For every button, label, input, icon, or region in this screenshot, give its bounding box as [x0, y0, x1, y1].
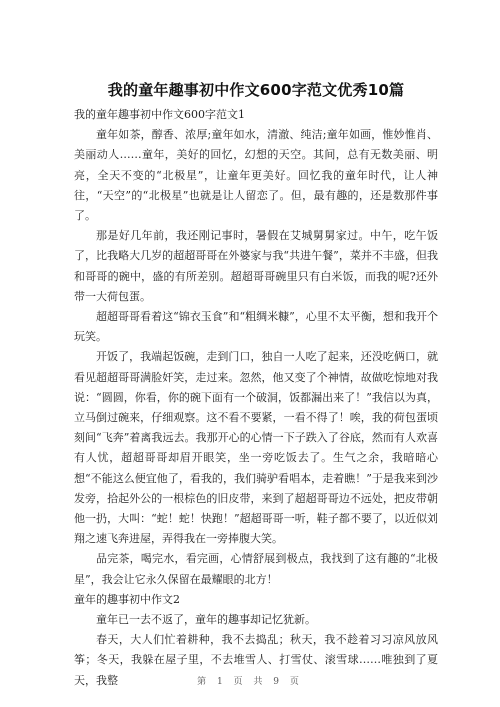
section-heading: 童年的趣事初中作文2: [74, 592, 180, 606]
body-paragraph: 开饭了，我端起饭碗，走到门口，独自一人吃了起来，还没吃俩口，就看见超超哥哥满脸奸笑，走过来。忽然，他又变了个神情，故做吃惊地对我说：“圆圆，你看，你的碗下面有一个破洞，饭都漏出来了！”我信以为真，立马倒过碗来，仔细观察。这不看不要紧，一看不得了！唉，我的荷包蛋顷刻间“飞奔”着离我远去。我那开心的心情一下子跌入了谷底，然而有人欢喜有人忧，超超哥哥却眉开眼笑，坐一旁吃饭去了。生气之余，我暗暗心想“不能这么便宜他了，看我的，我们骑驴看唱本，走着瞧！”于是我来到沙发旁，拾起外公的一根棕色的旧皮带，来到了超超哥哥边不远处，把皮带朝他一扔，大叫：“蛇！蛇！快跑！”超超哥哥一听，鞋子都不要了，以近似刘翔之速飞奔进屋，弄得我在一旁捧腹大笑。: [74, 350, 438, 546]
page-indicator: 第 1 页 共 9 页: [197, 677, 303, 687]
body-paragraph: 那是好几年前，我还刚记事时，暑假在艾城舅舅家过。中午，吃午饭了，比我略大几岁的超超哥哥在外婆家与我“共进午餐”，菜并不丰盛，但我和哥哥的碗中，盛的有所差别。超超哥哥碗里只有白米饭，而我的呢?还外带一大荷包蛋。: [74, 229, 438, 303]
document-body: [74, 105, 438, 691]
body-paragraph: 品完茶，喝完水，看完画，心情舒展到极点，我找到了这有趣的“北极星”，我会让它永久保留在最耀眼的北方！: [74, 552, 438, 586]
body-paragraph: 童年已一去不返了，童年的趣事却记忆犹新。: [96, 613, 316, 627]
document-title: 我的童年趣事初中作文600字范文优秀10篇: [107, 81, 405, 99]
body-paragraph: 春天，大人们忙着耕种，我不去捣乱；秋天，我不趁着习习凉风放风筝；冬天，我躲在屋子里，不去堆雪人、打雪仗、滚雪球……唯独到了夏天，我整: [74, 633, 438, 687]
body-paragraph: 童年如茶，醇香、浓厚;童年如水，清澈、纯洁;童年如画，惟妙惟肖、美丽动人……童年，美好的回忆，幻想的天空。其间，总有无数美丽、明亮，全天不变的“北极星”，让童年更美好。回忆我的童年时代，让人神往，“天空”的“北极星”也就是让人留恋了。但，最有趣的，还是数那件事了。: [74, 128, 438, 223]
body-paragraph: 超超哥哥看着这“锦衣玉食”和“粗绸米糠”，心里不太平衡，想和我开个玩笑。: [74, 310, 438, 344]
section-heading: 我的童年趣事初中作文600字范文1: [74, 108, 245, 121]
